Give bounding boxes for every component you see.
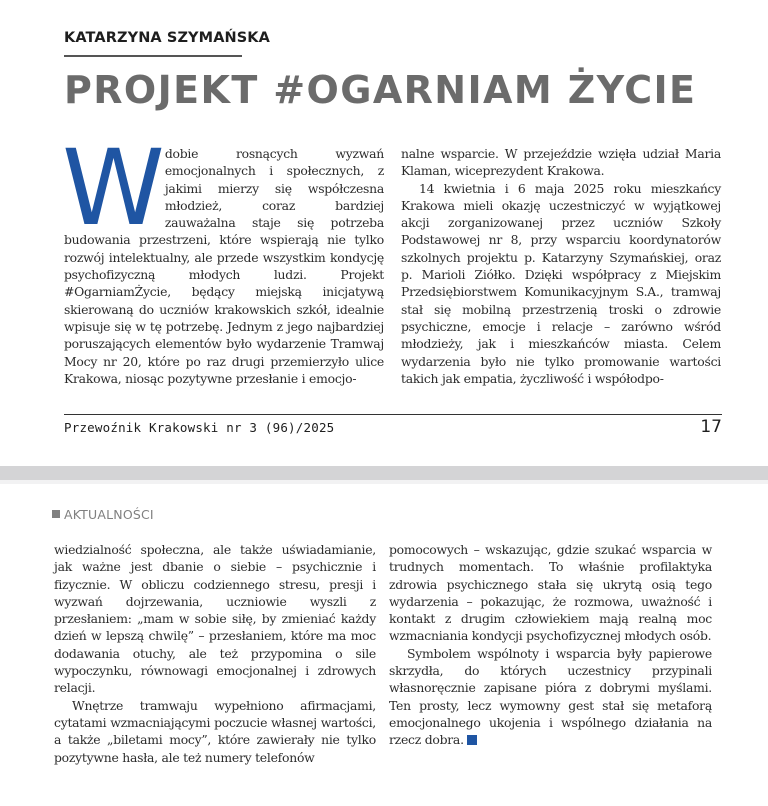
column-4 — [389, 541, 712, 749]
page-number: 17 — [700, 417, 722, 437]
column-1 — [62, 127, 384, 387]
section-label — [52, 507, 154, 522]
paragraph — [389, 645, 712, 749]
end-of-article-icon — [467, 735, 477, 745]
section-label-text: AKTUALNOŚCI — [64, 507, 154, 522]
paragraph — [62, 127, 384, 387]
square-bullet-icon — [52, 510, 60, 518]
paragraph: wiedzialność społeczna, ale także uświadamianie, jak ważne jest dbanie o siebie – psychicznie i fizycznie. W obliczu codziennego stresu, presji i wyzwań dojrzewania, uczniowie wyszli z przesłaniem: „mam w sobie siłę, by zmieniać każdy dzień w lepszą chwilę” – przesłaniem, które ma moc dodawania otuchy, ale też przypomina o sile wypoczynku, równowagi emocjonalnej i zdrowych relacji. — [54, 542, 376, 696]
paragraph: Wnętrze tramwaju wypełniono afirmacjami, cytatami wzmacniającymi poczucie własnej wartości, a także „biletami mocy”, które zawierały nie tylko pozytywne hasła, ale też numery telefonów — [54, 697, 376, 765]
paragraph: nalne wsparcie. W przejeździe wzięła udział Maria Klaman, wiceprezydent Krakowa. — [401, 146, 721, 179]
paragraph: 14 kwietnia i 6 maja 2025 roku mieszkańcy Krakowa mieli okazję uczestniczyć w wyjątkowej akcji zorganizowanej przez uczniów Szkoły Podstawowej nr 8, przy wsparciu koordynatorów szkolnych projektu p. Katarzyny Szymańskiej, oraz p. Marioli Ziółko. Dzięki współpracy z Miejskim Przedsiębiorstwem Komunikacyjnym S.A., tramwaj stał się mobilną przestrzenią troski o zdrowie psychiczne, emocje i relacje – zarówno wśród młodzieży, jak i mieszkańców miasta. Celem wydarzenia było nie tylko promowanie wartości takich jak empatia, życzliwość i współodpo- — [401, 180, 721, 386]
column-3 — [54, 541, 376, 766]
publication-info: Przewoźnik Krakowski nr 3 (96)/2025 — [64, 420, 335, 435]
paragraph: pomocowych – wskazując, gdzie szukać wsparcia w trudnych momentach. To właśnie profilaktyka zdrowia psychicznego stała się ukrytą osią tego wydarzenia – pokazując, że rozmowa, uważność i kontakt z drugim człowiekiem mają realną moc wzmacniania kondycji psychofizycznej młodych osób. — [389, 542, 712, 644]
page-separator — [0, 466, 768, 480]
drop-cap: W — [62, 127, 159, 249]
paragraph-text: dobie rosnących wyzwań emocjonalnych i społecznych, z jakimi mierzy się współczesna młodzież, coraz bardziej zauważalna staje się potrzeba budowania przestrzeni, które wspierają nie tylko rozwój intelektualny, ale przede wszystkim kondycję psychofizyczną młodych ludzi. Projekt #OgarniamŻycie, będący miejską inicjatywą skierowaną do uczniów krakowskich szkół, idealnie wpisuje się w tę potrzebę. Jednym z jego najbardziej poruszających elementów było wydarzenie Tramwaj Mocy nr 20, które po raz drugi przemierzyło ulice Krakowa, niosąc pozytywne przesłanie i emocjo- — [64, 146, 384, 386]
byline-underline — [64, 55, 242, 57]
column-2 — [401, 145, 721, 387]
article-title: PROJEKT #OGARNIAM ŻYCIE — [64, 68, 697, 112]
paragraph-text: Symbolem wspólnoty i wsparcia były papierowe skrzydła, do których uczestnicy przypinali własnoręcznie zapisane pióra z dobrymi myślami. Ten prosty, lecz wymowny gest stał się metaforą emocjonalnego ukojenia i wspólnego działania na rzecz dobra. — [389, 645, 712, 748]
author-byline: KATARZYNA SZYMAŃSKA — [64, 30, 270, 46]
footer-divider — [64, 414, 722, 415]
